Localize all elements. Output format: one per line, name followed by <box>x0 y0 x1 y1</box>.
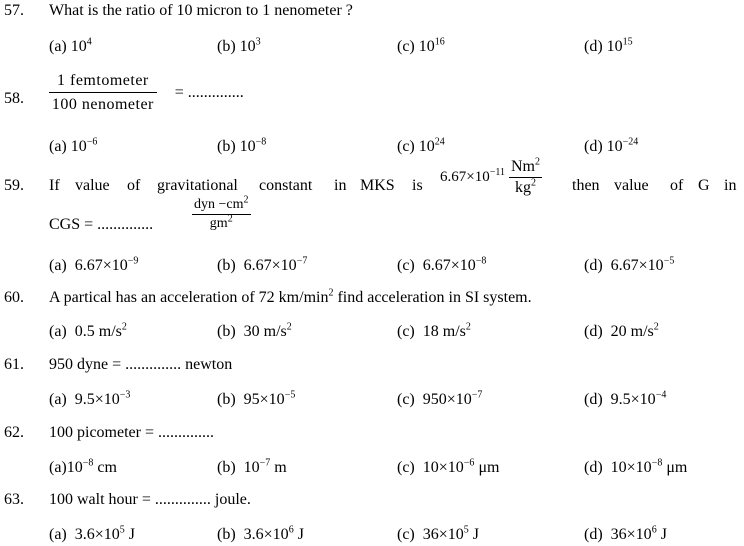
q59-line1-word: value <box>75 177 110 194</box>
question-text: 100 picometer = .............. <box>49 424 214 441</box>
option-b[interactable]: (b) $3.6\times 10^6$ J <box>217 524 304 543</box>
q59-line1-tail-word: G <box>698 177 710 194</box>
option-b[interactable]: (b) $95\times 10^{-5}$ <box>217 389 296 408</box>
question-text: CGS = .............. <box>49 216 154 233</box>
q59-line1-tail-word: of <box>670 177 684 194</box>
q59-line1-word: gravitational <box>157 177 238 194</box>
q59-line1-word: in <box>334 177 347 194</box>
question-text: 100 walt hour = .............. joule. <box>49 491 251 508</box>
q59-line1-word: constant <box>259 177 313 194</box>
option-c[interactable]: (c) 18 $m/s^2$ <box>397 321 471 340</box>
option-d[interactable]: (d) $10\times 10^{-8}$ μm <box>584 457 688 476</box>
option-a[interactable]: (a) 0.5 $m/s^2$ <box>49 321 127 340</box>
question-number: 61. <box>4 356 24 373</box>
q59-line1-word: MKS <box>360 177 395 194</box>
option-b[interactable]: (b) $10^{-8}$ <box>217 136 267 155</box>
option-c[interactable]: (c) $6.67\times 10^{-8}$ <box>397 255 487 274</box>
question-text: What is the ratio of 10 micron to 1 nenometer ? <box>49 2 353 19</box>
fraction: $\frac{dyn -cm^2}{gm^2}$ <box>194 194 249 231</box>
question-text: 950 dyne = .............. newton <box>49 356 233 373</box>
option-c[interactable]: (c) $950\times 10^{-7}$ <box>397 389 483 408</box>
question-number: 60. <box>4 289 24 306</box>
option-c[interactable]: (c) $10^{16}$ <box>397 36 445 55</box>
q59-line1-word: If <box>49 177 60 194</box>
option-a[interactable]: (a) $3.6\times 10^5$ J <box>49 524 136 543</box>
option-d[interactable]: (d) $9.5\times 10^{-4}$ <box>584 389 667 408</box>
option-c[interactable]: (c) $10^{24}$ <box>397 136 445 155</box>
g-value-expression: $6.67\times 10^{-11}$ $\frac{Nm^2}{kg^2}$ <box>440 156 540 196</box>
question-number: 62. <box>4 424 24 441</box>
option-a[interactable]: (a) $10^{-6}$ <box>49 136 98 155</box>
cgs-unit-fraction <box>192 194 251 232</box>
question-number: 58. <box>4 90 24 107</box>
option-b[interactable]: (b) $10^3$ <box>217 36 261 55</box>
q59-line1-tail-word: in <box>724 177 737 194</box>
option-b[interactable]: (b) $6.67\times 10^{-7}$ <box>217 255 308 274</box>
question-number: 57. <box>4 2 24 19</box>
option-b[interactable]: (b) 30 $m/s^2$ <box>217 321 292 340</box>
question-number: 59. <box>4 177 24 194</box>
option-d[interactable]: (d) $10^{15}$ <box>584 36 633 55</box>
q59-line1-word: of <box>127 177 141 194</box>
question-fraction: $\frac{\text{1 femtometer}}{\text{100 nenometer}}$ = .............. <box>49 72 244 114</box>
option-d[interactable]: (d) $10^{-24}$ <box>584 136 639 155</box>
option-d[interactable]: (d) $36\times 10^6$ J <box>584 524 667 543</box>
q59-line1-tail-word: then <box>572 177 600 194</box>
g-unit-fraction: $\frac{Nm^2}{kg^2}$ <box>511 156 540 196</box>
q59-line1-tail-word: value <box>614 177 649 194</box>
option-c[interactable]: (c) $10\times 10^{-6}$ μm <box>397 457 500 476</box>
option-a[interactable]: $(a)10^{-8}$ cm <box>49 457 117 476</box>
question-text: A partical has an acceleration of 72 $km/\min^2$ find acceleration in SI system. <box>49 287 532 306</box>
option-a[interactable]: (a) $10^4$ <box>49 36 92 55</box>
option-d[interactable]: (d) 20 $m/s^2$ <box>584 321 659 340</box>
option-b[interactable]: (b) $10^{-7}$ m <box>217 457 287 476</box>
option-a[interactable]: (a) $9.5\times 10^{-3}$ <box>49 389 131 408</box>
option-a[interactable]: (a) $6.67\times 10^{-9}$ <box>49 255 139 274</box>
question-number: 63. <box>4 491 24 508</box>
option-d[interactable]: (d) $6.67\times 10^{-5}$ <box>584 255 675 274</box>
option-c[interactable]: (c) $36\times 10^5$ J <box>397 524 480 543</box>
fraction: $\frac{\text{1 femtometer}}{\text{100 nenometer}}$ <box>49 72 157 114</box>
q59-line1-word: is <box>412 177 423 194</box>
